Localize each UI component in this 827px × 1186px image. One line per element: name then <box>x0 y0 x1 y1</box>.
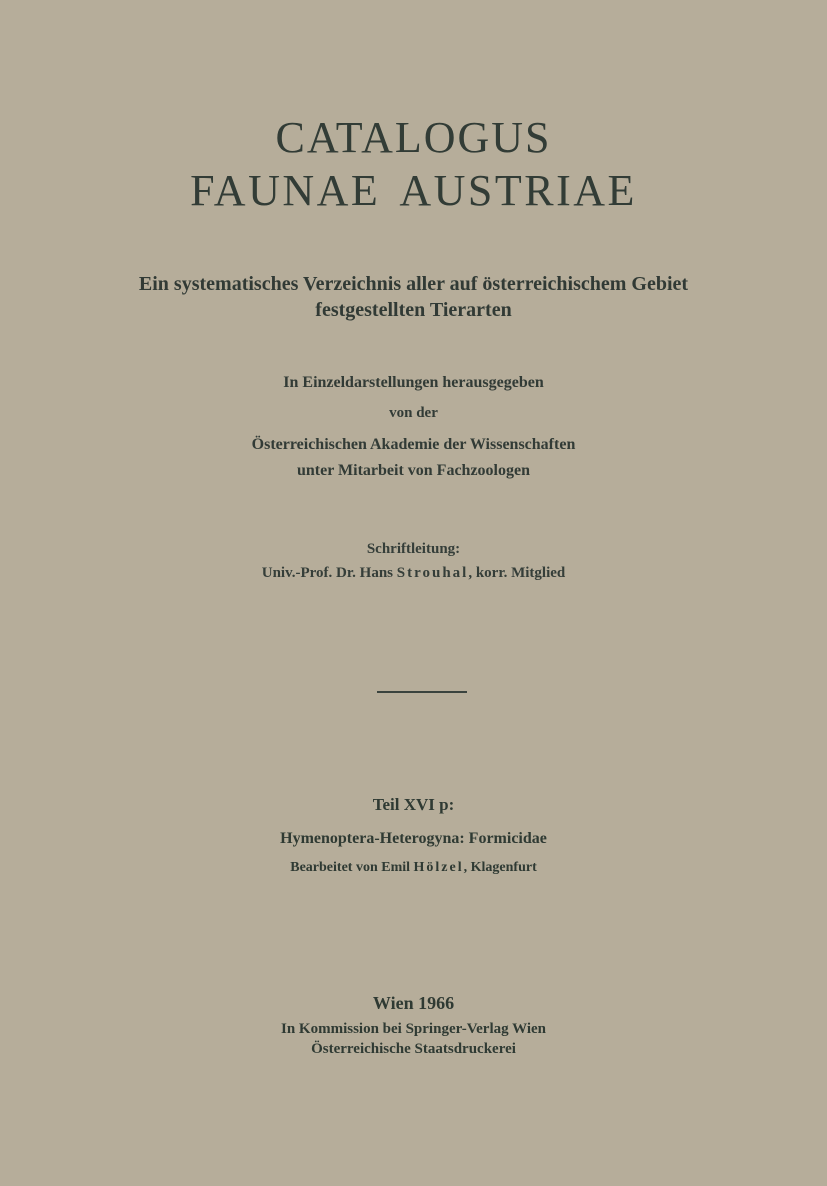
imprint-line-3: Österreichische Staatsdruckerei <box>311 1041 516 1057</box>
author-line <box>0 860 827 876</box>
editor-surname: Strouhal <box>396 565 469 581</box>
part-number: Teil XVI p: <box>372 795 455 814</box>
part-topic: Hymenoptera-Heterogyna: Formicidae <box>280 830 547 847</box>
series-title-line-2: FAUNAE AUSTRIAE <box>190 166 637 215</box>
subtitle-line-1: Ein systematisches Verzeichnis aller auf österreichischem Gebiet <box>138 273 689 295</box>
author-suffix: , Klagenfurt <box>463 860 537 875</box>
author-name: Hölzel <box>413 860 464 875</box>
publisher-line-3: Österreichischen Akademie der Wissenschaften <box>251 436 576 453</box>
publisher-line-4: unter Mitarbeit von Fachzoologen <box>296 462 530 479</box>
editor-suffix: , korr. Mitglied <box>468 565 566 581</box>
subtitle-line-2: festgestellten Tierarten <box>315 299 512 321</box>
imprint-line-2: In Kommission bei Springer-Verlag Wien <box>280 1021 547 1037</box>
series-title-line-1: CATALOGUS <box>275 113 552 162</box>
publisher-line-2: von der <box>389 405 438 421</box>
editorship-name-line <box>0 565 827 582</box>
imprint-place-year: Wien 1966 <box>372 993 455 1013</box>
divider-rule <box>377 691 467 693</box>
editorship-label: Schriftleitung: <box>366 541 461 557</box>
publisher-line-1: In Einzeldarstellungen herausgegeben <box>283 374 544 391</box>
editor-prefix: Univ.-Prof. Dr. Hans <box>261 565 397 581</box>
author-prefix: Bearbeitet von Emil <box>290 860 414 875</box>
